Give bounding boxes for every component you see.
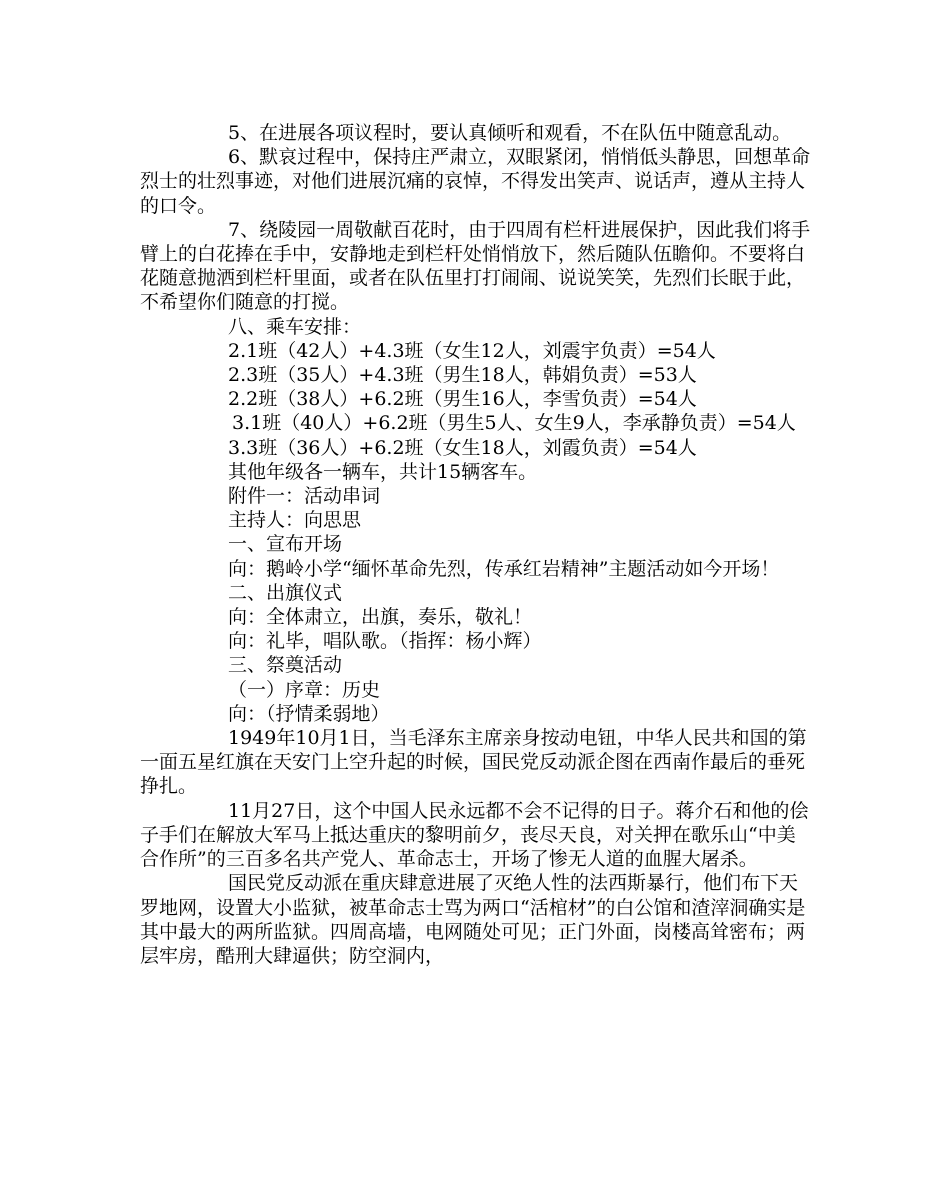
bus-assignment-line: 2.2班（38人）+6.2班（男生16人，李雪负责）=54人 <box>228 388 697 411</box>
narration-paragraph: 1949年10月1日，当毛泽东主席亲身按动电钮，中华人民共和国的第一面五星红旗在天安门上空升起的时候，国民党反动派企图在西南作最后的垂死挣扎。 <box>140 727 807 798</box>
host-line: 主持人：向思思 <box>228 509 362 532</box>
section-heading-opening: 一、宣布开场 <box>228 533 343 556</box>
script-line: 向：全体肃立，出旗，奏乐，敬礼！ <box>228 606 533 629</box>
document-body <box>140 121 812 968</box>
script-line: 向：（抒情柔弱地） <box>228 702 390 725</box>
section-heading-bus: 八、乘车安排： <box>228 315 362 338</box>
bus-assignment-line: 3.3班（36人）+6.2班（女生18人，刘霞负责）=54人 <box>228 436 697 459</box>
bus-total-line: 其他年级各一辆车，共计15辆客车。 <box>228 460 538 483</box>
subsection-heading-prelude: （一）序章：历史 <box>228 678 381 701</box>
narration-paragraph: 11月27日，这个中国人民永远都不会不记得的日子。蒋介石和他的侩子手们在解放大军马上抵达重庆的黎明前夕，丧尽天良，对关押在歌乐山“中美合作所”的三百多名共产党人、革命志士，开场了惨无人道的血腥大屠杀。 <box>140 799 809 871</box>
section-heading-flag: 二、出旗仪式 <box>228 581 343 604</box>
bus-assignment-line: 2.3班（35人）+4.3班（男生18人，韩娟负责）=53人 <box>228 364 697 387</box>
paragraph-rule-6: 6、默哀过程中，保持庄严肃立，双眼紧闭，悄悄低头静思，回想革命烈士的壮烈事迹，对他们进展沉痛的哀悼，不得发出笑声、说话声，遵从主持人的口令。 <box>140 146 811 217</box>
paragraph-rule-7: 7、绕陵园一周敬献百花时，由于四周有栏杆进展保护，因此我们将手臂上的白花捧在手中，安静地走到栏杆处悄悄放下，然后随队伍瞻仰。不要将白花随意抛洒到栏杆里面，或者在队伍里打打闹闹、说说笑笑，先烈们长眠于此，不希望你们随意的打搅。 <box>140 218 811 314</box>
attachment-title: 附件一：活动串词 <box>228 485 381 508</box>
section-heading-memorial: 三、祭奠活动 <box>228 654 343 677</box>
script-line: 向：礼毕，唱队歌。（指挥：杨小辉） <box>228 630 542 653</box>
bus-assignment-line: 3.1班（40人）+6.2班（男生5人、女生9人，李承静负责）=54人 <box>232 412 796 435</box>
bus-assignment-line: 2.1班（42人）+4.3班（女生12人，刘震宇负责）=54人 <box>228 339 716 362</box>
paragraph-rule-5: 5、在进展各项议程时，要认真倾听和观看，不在队伍中随意乱动。 <box>228 122 792 144</box>
narration-paragraph: 国民党反动派在重庆肆意进展了灭绝人性的法西斯暴行，他们布下天罗地网，设置大小监狱，被革命志士骂为两口“活棺材”的白公馆和渣滓洞确实是其中最大的两所监狱。四周高墙，电网随处可见；正门外面，岗楼高耸密布；两层牢房，酷刑大肆逼供；防空洞内， <box>140 872 806 967</box>
script-line: 向：鹅岭小学“缅怀革命先烈，传承红岩精神”主题活动如今开场！ <box>228 557 780 580</box>
